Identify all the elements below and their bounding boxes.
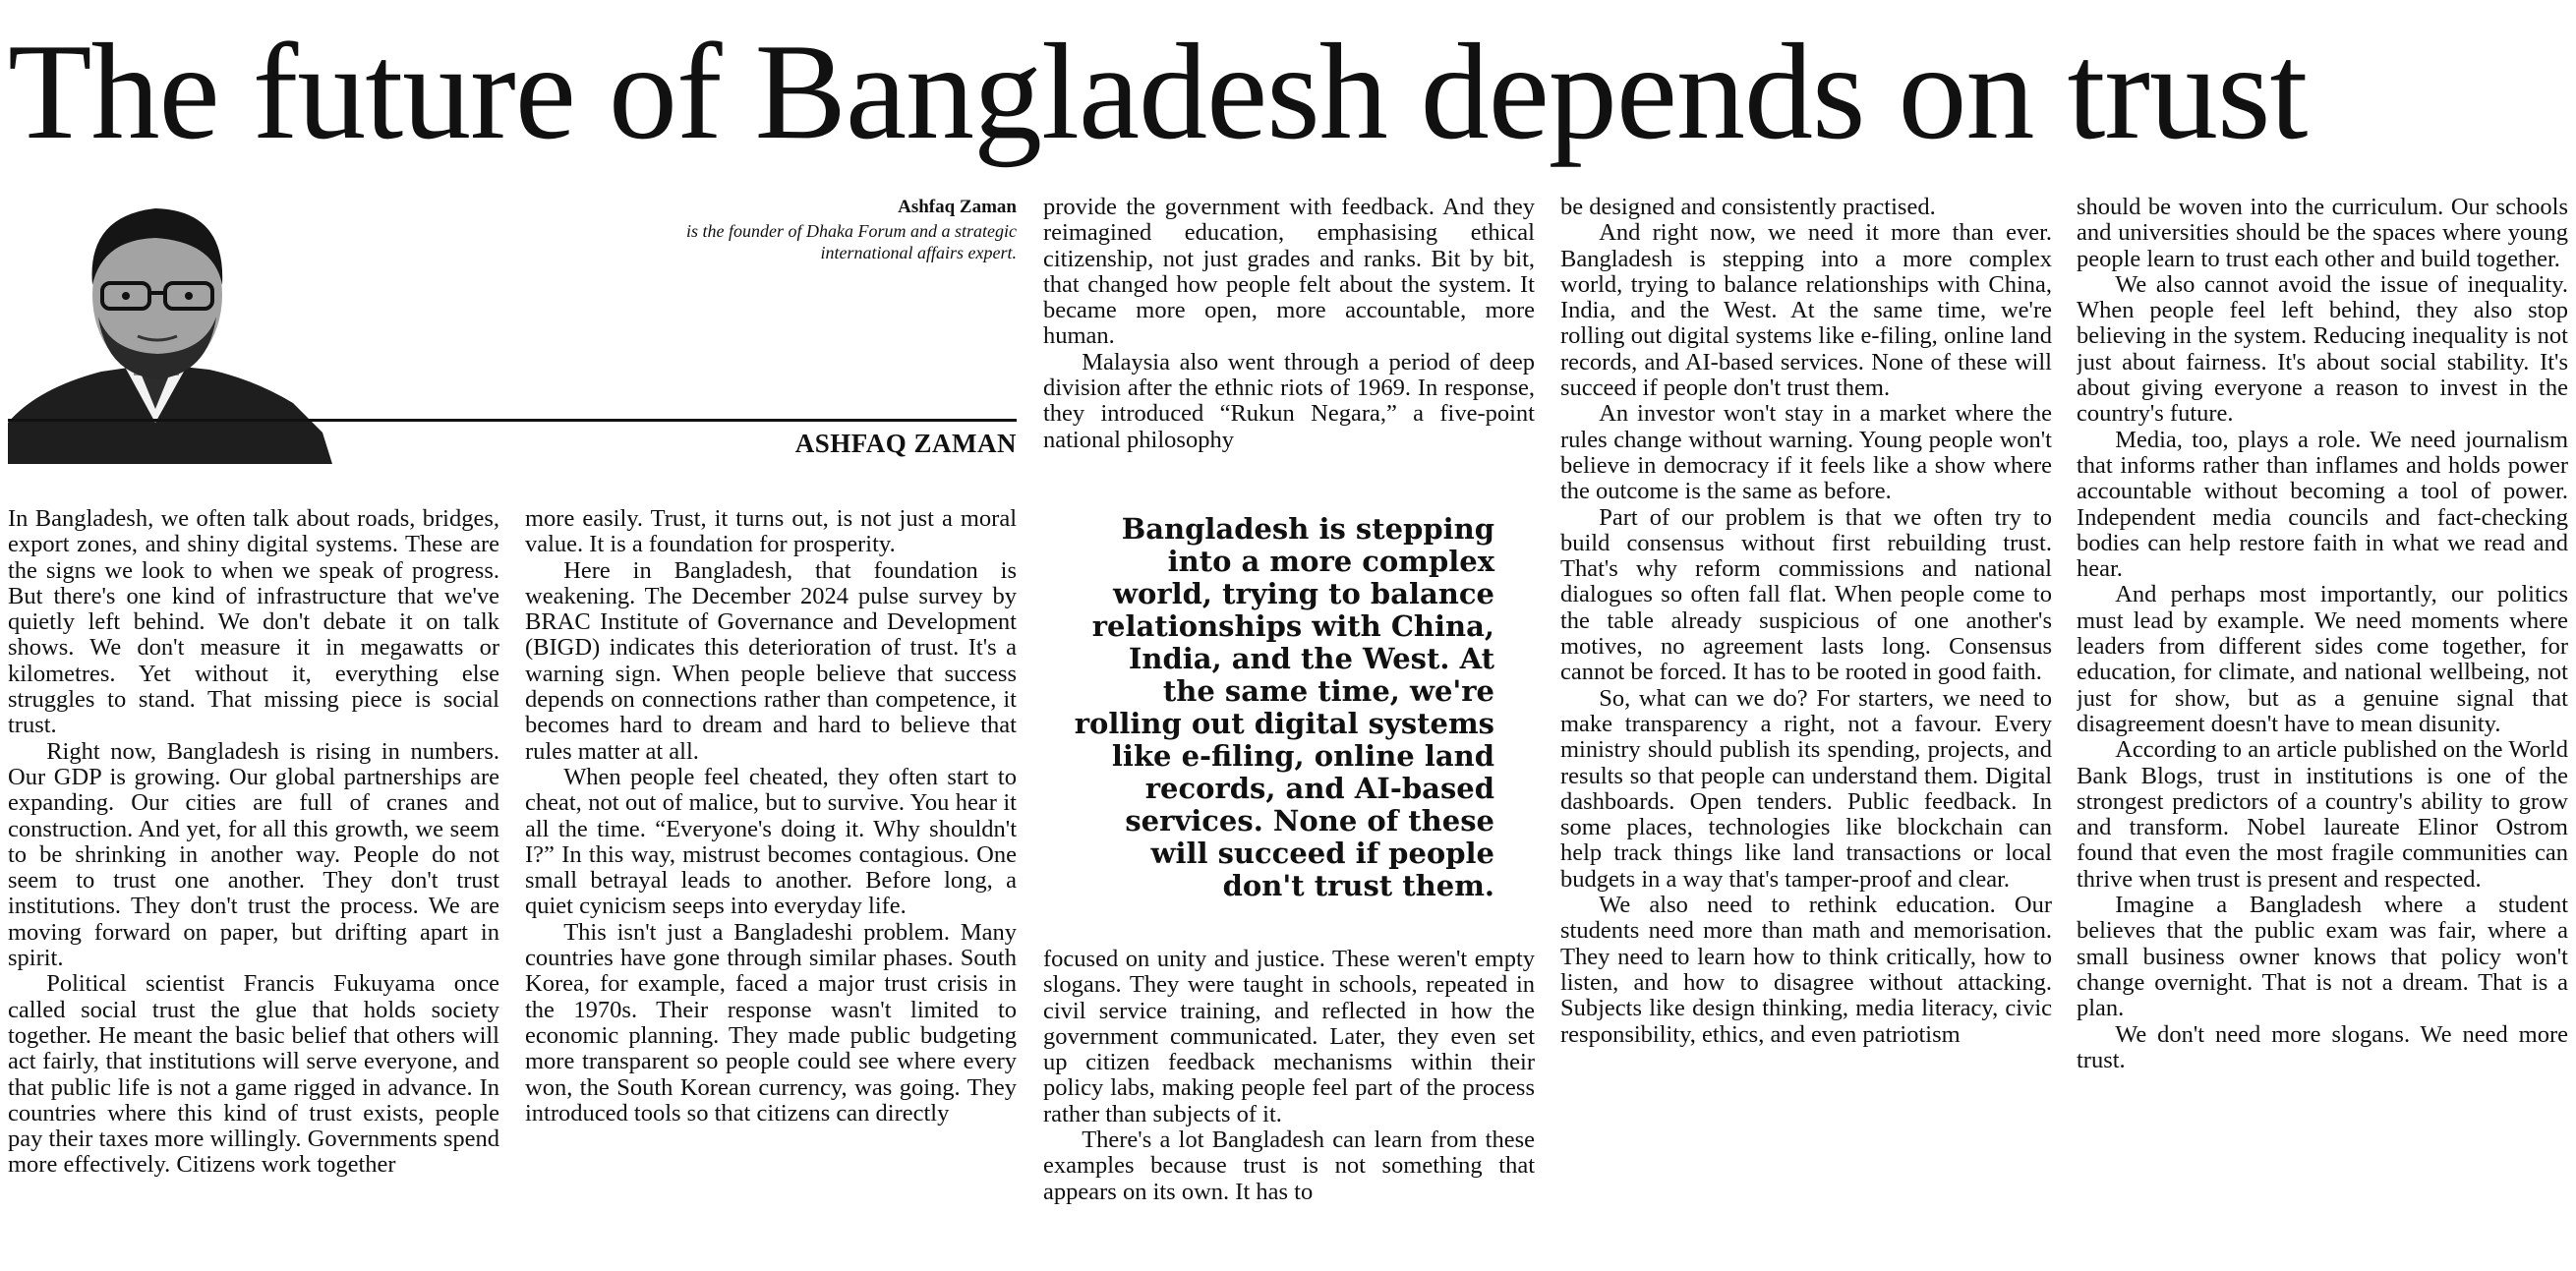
- paragraph: Political scientist Francis Fukuyama once called social trust the glue that holds society together. He meant the basic belief that others will act fairly, that institutions will serve everyone, and that public life is not a game rigged in advance. In countries where this kind of trust exists, people pay their taxes more willingly. Governments spend more effectively. Citizens work together: [8, 970, 499, 1179]
- paragraph: We also need to rethink education. Our students need more than math and memorisation. They need to learn how to think critically, how to listen, and how to disagree without attacking. Subjects like design thinking, media literacy, civic responsibility, ethics, and even patriotism: [1560, 892, 2052, 1048]
- byline-name: Ashfaq Zaman: [898, 197, 1017, 217]
- paragraph: be designed and consistently practised.: [1560, 195, 1936, 220]
- paragraph: Media, too, plays a role. We need journalism that informs rather than inflames and holds power accountable without becoming a tool of power. Independent media councils and fact-checking bodies can help restore faith in what we read and hear.: [2077, 426, 2568, 583]
- paragraph: This isn't just a Bangladeshi problem. Many countries have gone through similar phases. South Korea, for example, faced a major trust crisis in the 1970s. Their response wasn't limited to economic planning. They made public budgeting more transparent so people could see where every won, the South Korean currency, was going. They introduced tools so that citizens can directly: [525, 918, 1017, 1127]
- paragraph: focused on unity and justice. These weren't empty slogans. They were taught in schools, repeated in civil service training, and reflected in how the government communicated. Later, they even set up citizen feedback mechanisms within their policy labs, making people feel part of the process rather than subjects of it.: [1043, 947, 1535, 1127]
- paragraph: Right now, Bangladesh is rising in numbers. Our GDP is growing. Our global partnerships are expanding. Our cities are full of cranes and construction. And yet, for all this growth, we seem to be shrinking in another way. People do not seem to trust one another. They don't trust institutions. They don't trust the process. We are moving forward on paper, but drifting apart in spirit.: [8, 737, 499, 972]
- author-box: [8, 187, 1017, 466]
- paragraph: Here in Bangladesh, that foundation is weakening. The December 2024 pulse survey by BRAC Institute of Governance and Development (BIGD) indicates this deterioration of trust. It's a warning sign. When people believe that success depends on connections rather than competence, it becomes hard to dream and hard to believe that rules matter at all.: [525, 556, 1017, 765]
- paragraph: There's a lot Bangladesh can learn from these examples because trust is not something that appears on its own. It has to: [1043, 1127, 1535, 1205]
- paragraph: Part of our problem is that we often try to build consensus without first rebuilding trust. That's why reform commissions and national dialogues so often fall flat. When people come to the table already suspicious of one another's motives, no agreement lasts long. Consensus cannot be forced. It has to be rooted in good faith.: [1560, 503, 2052, 686]
- paragraph: And perhaps most importantly, our politics must lead by example. We need moments where leaders from different sides come together, for education, for climate, and national wellbeing, not just for show, but as a genuine signal that disagreement doesn't have to mean disunity.: [2077, 581, 2568, 737]
- column-5: [2077, 195, 2568, 1271]
- column-1: [8, 506, 499, 1271]
- column-3-bottom: [1043, 947, 1535, 1271]
- author-name-caps: ASHFAQ ZAMAN: [794, 429, 1017, 458]
- paragraph: Malaysia also went through a period of deep division after the ethnic riots of 1969. In response, they introduced “Rukun Negara,” a five-point national philosophy: [1043, 348, 1535, 453]
- paragraph: We don't need more slogans. We need more trust.: [2077, 1020, 2568, 1073]
- paragraph: We also cannot avoid the issue of inequality. When people feel left behind, they also stop believing in the system. Reducing inequality is not just about fairness. It's about social stability. It's about giving everyone a reason to invest in the country's future.: [2077, 270, 2568, 428]
- paragraph: An investor won't stay in a market where the rules change without warning. Young people won't believe in democracy if it feels like a show where the outcome is the same as before.: [1560, 400, 2052, 505]
- column-2: [525, 506, 1017, 1271]
- paragraph: When people feel cheated, they often start to cheat, not out of malice, but to survive. You hear it all the time. “Everyone's doing it. Why shouldn't I?” In this way, mistrust becomes contagious. One small betrayal leads to another. Before long, a quiet cynicism seeps into everyday life.: [525, 763, 1017, 920]
- column-3-top: [1043, 195, 1535, 478]
- paragraph: more easily. Trust, it turns out, is not just a moral value. It is a foundation for prosperity.: [525, 506, 1017, 558]
- author-portrait-icon: [8, 187, 342, 464]
- column-4: [1560, 195, 2052, 1271]
- paragraph: Imagine a Bangladesh where a student believes that the public exam was fair, where a small business owner knows that policy won't change overnight. That is not a dream. That is a plan.: [2077, 892, 2568, 1022]
- pull-quote: Bangladesh is stepping into a more complex world, trying to balance relationships with China, India, and the West. At the same time, we're rolling out digital systems like e-filing, online land records, and AI-based services. None of these will succeed if people don't trust them.: [1074, 512, 1494, 902]
- paragraph: In Bangladesh, we often talk about roads, bridges, export zones, and shiny digital systems. These are the signs we look to when we speak of progress. But there's one kind of infrastructure that we've quietly left behind. We don't debate it on talk shows. We don't measure it in megawatts or kilometres. Yet without it, everything else struggles to stand. That missing piece is social trust.: [8, 506, 499, 739]
- byline-rule: [8, 419, 1017, 422]
- paragraph: According to an article published on the World Bank Blogs, trust in institutions is one of the strongest predictors of a country's ability to grow and transform. Nobel laureate Elinor Ostrom found that even the most fragile communities can thrive when trust is present and respected.: [2077, 736, 2568, 893]
- paragraph: And right now, we need it more than ever. Bangladesh is stepping into a more complex world, trying to balance relationships with China, India, and the West. At the same time, we're rolling out digital systems like e-filing, online land records, and AI-based services. None of these will succeed if people don't trust them.: [1560, 219, 2052, 402]
- paragraph: provide the government with feedback. And they reimagined education, emphasising ethical citizenship, not just grades and ranks. Bit by bit, that changed how people felt about the system. It became more open, more accountable, more human.: [1043, 195, 1535, 350]
- paragraph: should be woven into the curriculum. Our schools and universities should be the spaces where young people learn to trust each other and build together.: [2077, 195, 2568, 272]
- headline: The future of Bangladesh depends on trust: [8, 16, 2308, 168]
- paragraph: So, what can we do? For starters, we need to make transparency a right, not a favour. Every ministry should publish its spending, projects, and results so that people can understand them. Digital dashboards. Open tenders. Public feedback. In some places, technologies like blockchain can help track things like land transactions or local budgets in a way that's tamper-proof and clear.: [1560, 684, 2052, 893]
- byline-description: is the founder of Dhaka Forum and a strategic international affairs expert.: [686, 221, 1017, 262]
